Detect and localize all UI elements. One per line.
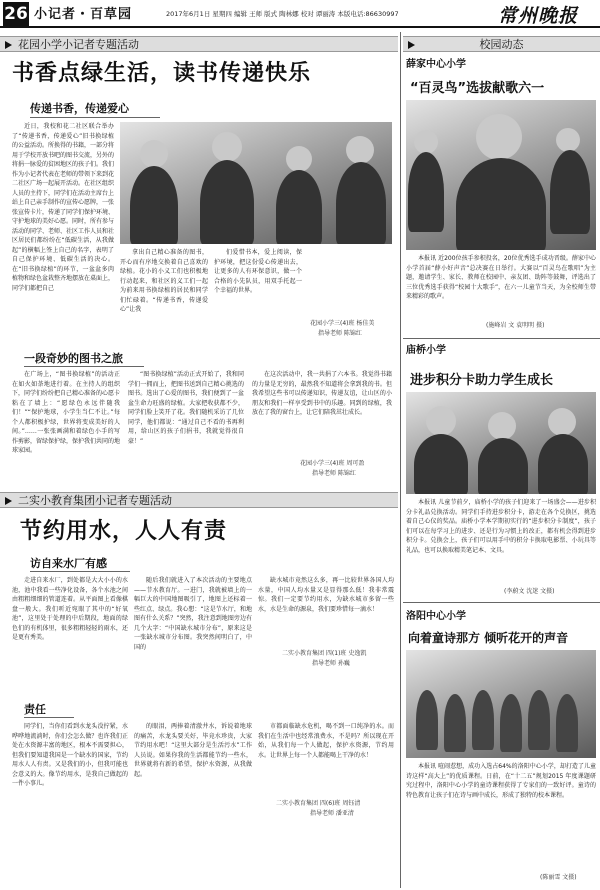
article3-col2: 随后我们就进入了本次活动的主要地点——节水教育厅。一进门，我就被墙上的一幅巨大的中国地图吸引了，地图上还标着一些红点、绿点。我心想：“这是节水厅，和地图有什么关系？”突然，我注意到地图旁边有几个大字：“中国缺水城市分布”，原来这是一张缺水城市分布图。我突然间明白了，中国的 bbox=[134, 577, 252, 651]
story-divider-2 bbox=[403, 602, 600, 603]
article1-teacher: 指导老师 陈锦红 bbox=[318, 330, 362, 337]
school-name-miaoqiao: 庙桥小学 bbox=[406, 345, 446, 356]
section-bar-campus: 校园动态 bbox=[403, 36, 600, 52]
newspaper-logo: 常州晚报 bbox=[498, 5, 579, 27]
masthead-meta: 2017年6月1日 星期四 编辑 王师 版式 陶林娜 校对 谭丽涛 本版电话:86630997 bbox=[166, 10, 399, 18]
photo-poetry-performance bbox=[406, 650, 596, 758]
subheading-responsibility: 责任 bbox=[24, 703, 46, 716]
photo-prize-exchange bbox=[406, 392, 596, 494]
article4-byline: 二实小教育集团 四(6)班 周钰清 bbox=[276, 800, 361, 807]
story3-text: 本报讯 喧闹惹想，成功入选占64%的洛阳中心小学，却打造了儿童诗这样“高大上”的优质课程。日前，在“十二五”规划2015 年度课题研究过程中，洛阳中心小学的童诗课程获得了专家们的一致好评。童诗的特色教育让孩子们在诗与画中成长，形成了独特的校本课程。 bbox=[406, 763, 596, 799]
story1-credit: (施峰岩 文 袁明明 摄) bbox=[486, 322, 545, 329]
story-divider-1 bbox=[403, 338, 600, 339]
article2-col3: 在这次活动中，我一共捐了六本书。我觉得书籍的力量是无穷的，最然我不知道将会拿到我的书。但我希望这些书可以传递知识，传递友谊，让山区的小朋友和我们一样享受到书中的乐趣。同到的绿植，我放在了我的窗台上，让它们陪我茁壮成长。 bbox=[252, 371, 392, 416]
article1-col1: 近日，我校和花二社区联合举办了“传递书香，传递爱心”旧书换绿植的公益活动。所换得的书籍，一部分将用于学校开放书吧的图书交流，另外的将捐一脉爱的贫困地区的孩子们。我们作为小记者代表在老师的带领下来到花二社区广场一起展开活动。在社区组织人员的主持下，同学们在活动主席台上站上自己亲手制作的宣传心愿牌，一张张宣传卡片，传递了同学们保护环境、守护地球的美好心愿。同时，所有参与活动的同学、老师、社区工作人员和社区居民们都纷纷在“低碳生活，从我做起”的横幅上签上自己的名字，表明了自己保护环境、低碳生活的决心。在“旧书换绿植”的环节，一盆盆多肉植物和绿色盆栽整齐地摆放在桌面上，同学们都把自己 bbox=[12, 123, 114, 292]
photo-singer-award bbox=[406, 100, 596, 250]
article3-col3: 缺水城市竟然这么多，再一比较世界各国人均水量，中国人均水量又是显得那么低！我非常震惊。我们一定要节约用水，为缺水城市多留一些水，水是生命的源泉，我们要珍惜每一滴水！ bbox=[258, 577, 394, 613]
headline-save-water: 节约用水，人人有责 bbox=[20, 519, 228, 544]
headline-reading: 书香点绿生活，读书传递快乐 bbox=[12, 61, 312, 86]
school-name-luoyang: 洛阳中心小学 bbox=[406, 611, 466, 622]
school-name-xuejia: 薛家中心小学 bbox=[406, 59, 466, 70]
article4-col1: 同学们，当你们看到水龙头没拧紧，水哗哗地流淌时，你们会怎么做？也许我们正处在水资源丰富的地区，根本不需要担心，但我们要知道我国是一个缺水的国家，节约用水人人有责。又是我们的小，但我可能也会意义的大。像节约用水，是我自己做起的一件小事儿。 bbox=[12, 723, 128, 787]
photo-book-exchange bbox=[120, 122, 392, 244]
section-bar-huayuan: 花园小学小记者专题活动 bbox=[0, 36, 398, 52]
subheading-rule-3 bbox=[30, 571, 130, 572]
title-bailingniao: “百灵鸟”选拔献歌六一 bbox=[410, 81, 545, 96]
section-bar-ershixiao: 二实小教育集团小记者专题活动 bbox=[0, 492, 398, 508]
article4-teacher: 指导老师 潘亚清 bbox=[310, 810, 354, 817]
article1-col3: 们爱惜书本，爱上阅读，保护环境，把这份爱心传递出去，让更多的人有环保意识，做一个合格的小先队员，用双手托起一个幸福的世界。 bbox=[214, 249, 302, 294]
article2-col1: 在广场上，“图书换绿植”的活动正在如火如荼地进行着。在主持人的组织下，同学们纷纷把自己精心准备的心愿卡粘在了墙上：“愿绿色永远伴随我们！”“保护地球，小学生当仁不让。”每个人都积极护绿，世界将变成美好的人间。”……一张张画满和着绿色小手的写作剪影，留绿保护绿，保护我们共同的地球家园。 bbox=[12, 371, 120, 454]
subheading-book-journey: 一段奇妙的图书之旅 bbox=[24, 352, 123, 365]
subheading-rule-2 bbox=[24, 366, 144, 367]
article1-col2: 拿出自己精心准备的图书，开心而有序地交换着自己喜欢的绿植。花小的小义工们也积极地行动起来，和社区的义工们一起为前来用书换绿植的居民和同学们忙碌着。“传递书香，传递爱心”让我 bbox=[120, 249, 208, 313]
article4-col3: 市都面临缺水危机，喝不到一口纯净的水。而我们在生活中也经常浪费水，不是吗？所以现在开始，从我们每一个人做起，保护水资源，节约用水。让世界上每一个人都能喝上干净的水！ bbox=[258, 723, 394, 759]
subheading-rule-4 bbox=[24, 717, 74, 718]
subheading-water-plant: 访自来水厂有感 bbox=[30, 557, 107, 570]
article2-teacher: 指导老师 陈锦红 bbox=[312, 470, 356, 477]
article1-byline: 花园小学三(4)班 杨佳美 bbox=[310, 320, 375, 327]
article3-byline: 二实小教育集团 四(1)班 史逸凯 bbox=[282, 650, 367, 657]
story3-credit: (陈丽雪 文摄) bbox=[540, 874, 577, 881]
article2-byline: 花园小学三(4)班 周可盈 bbox=[300, 460, 365, 467]
column-divider bbox=[400, 32, 401, 888]
subheading-pass-books: 传递书香，传递爱心 bbox=[30, 102, 129, 115]
story2-credit: (李蔚文 沈迷 文摄) bbox=[504, 588, 555, 595]
article2-col2: “图书换绿植”活动正式开始了，我和同学们一拥而上，把图书送到自己精心挑选的图书。选出了心爱的图书，我们便到了一盆盆生命力旺盛的绿植。大家把收获都不少，同学们脸上笑开了花。我们随机采访了几位同学，他们都说：“通过自己不看的书再利用，给山区的孩子们捐书，我就觉得很自豪！” bbox=[128, 371, 244, 445]
article4-col2: 的眼泪，两捧着清澈井水，诉说着地球的痛苦，水龙头要关好，毕竟水珍贵，大家节约用水吧！“这里大部分是生活污水”工作人员说。如果你我的生活都能节约一些水，世界就将有新的希望，保护水资源，从我做起。 bbox=[134, 723, 252, 778]
story2-text: 本报讯 儿童节前夕，庙桥小学的孩子们迎来了一场盛会——进步积分卡礼品兑换活动。同学们手持进步积分卡，游走在各个兑换区，挑选着自己心仪的奖品。庙桥小学本学期初实行的“进步积分卡制度”，孩子们可以在每学习上的进步、还是行为习惯上的改正，都有机会得到进步积分卡。兑换会上，孩子们可以用手中的积分卡换取电影票、小玩具等礼品，也可以换取精美笔记本、文具。 bbox=[406, 499, 596, 554]
section-title: 小记者・百草园 bbox=[34, 7, 133, 22]
story1-text: 本报讯 近200位孩手参积投名，20位优秀选手成功晋级。薛家中心小学首届“薛小好声音”总决赛在日举行。大赛以“百灵鸟在歌唱”为主题，邀请学生、家长、教师在校园中、亲友团、助阵等鼓舞，评选出了三位优秀选手获得“校园十大歌手”，在六一儿童节当天，为全校师生带来精彩的歌声。 bbox=[406, 255, 596, 300]
page-number: 26 bbox=[4, 4, 28, 24]
article3-teacher: 指导老师 孙巍 bbox=[312, 660, 350, 667]
article3-col1: 走进自来水厂，到处都是大大小小的水池，池中我看一些净化设备，各个水池之间由粗粗细细的管道连着。从平面图上看像棋盘一般大。我们听近宛眼了其中的“好氧池”，这里处于处理的中后期段，地面的绿色们的有机体里，很多粗粗轻轻的雨水，还是更有秀美。 bbox=[12, 577, 128, 641]
subheading-rule bbox=[30, 117, 160, 118]
title-childrens-poetry: 向着童诗那方 倾听花开的声音 bbox=[408, 631, 569, 645]
title-progress-card: 进步积分卡助力学生成长 bbox=[410, 373, 554, 388]
